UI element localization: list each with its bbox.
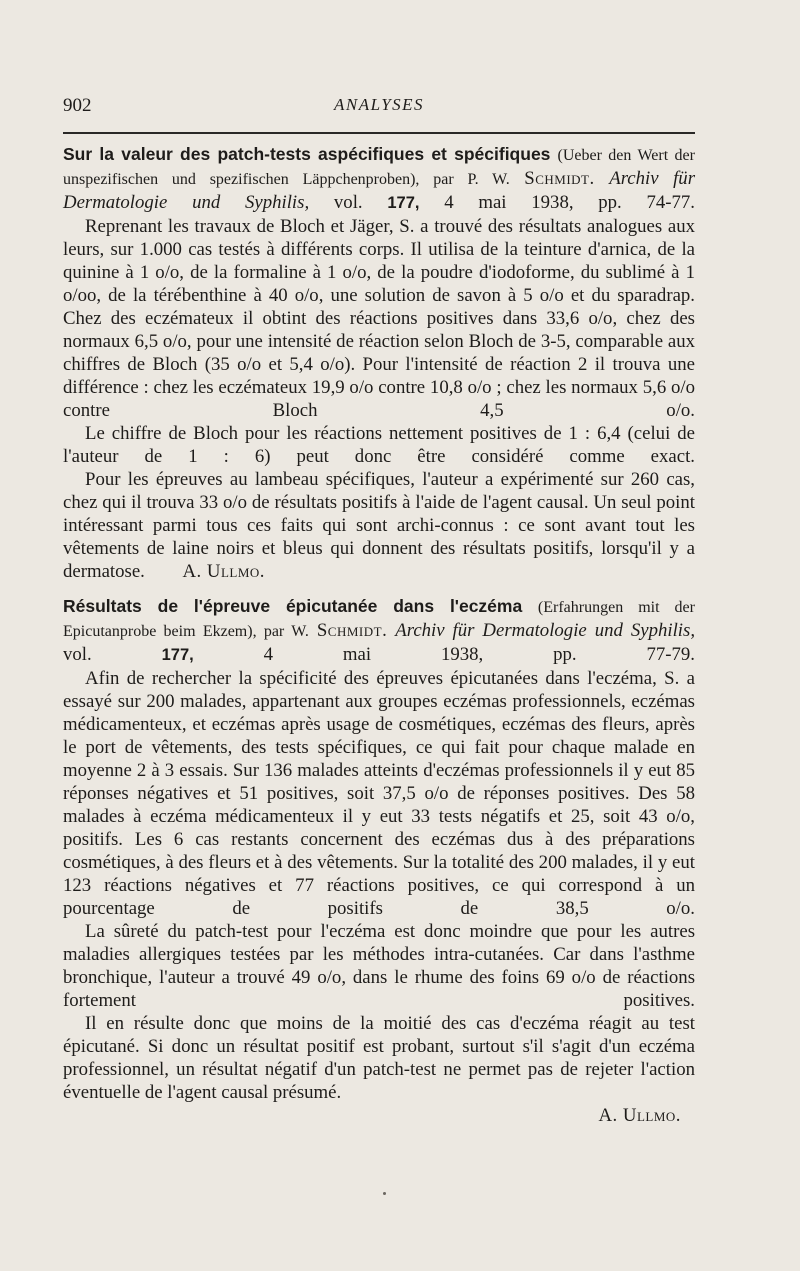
- running-title: ANALYSES: [333, 95, 425, 114]
- article-2-journal: Archiv für Dermatologie und Syphilis,: [395, 620, 696, 641]
- article-2-paragraph-3: Il en résulte donc que moins de la moitié des cas d'eczéma réagit au test épicutané. Si donc un résultat positif est probant, surtout s'il s'agit d'un eczéma professionnel, un résultat négatif d'un patch-test ne permet pas de rejeter l'action éventuelle de l'agent causal présumé.: [63, 1013, 695, 1103]
- article-2-date-pages: 4 mai 1938, pp. 77-79.: [263, 644, 695, 665]
- page-content: [63, 143, 695, 1127]
- article-1-author: Schmidt.: [524, 168, 595, 189]
- article-2-title: Résultats de l'épreuve épicutanée dans l'eczéma: [63, 596, 523, 616]
- article-2-signature: A. Ullmo.: [598, 1105, 681, 1126]
- article-1-paragraph-1: Reprenant les travaux de Bloch et Jäger, S. a trouvé des résultats analogues aux leurs, sur 1.000 cas testés à différents corps. Il utilisa de la teinture d'arnica, de la quinine à 1 o/o, de la formaline à 1 o/o, de la poudre d'iodoforme, du sublimé à 1 o/oo, de la térébenthine à 40 o/o, une solution de savon à 5 o/o et du sparadrap. Chez des eczémateux il obtint des réactions positives dans 33,6 o/o, chez des normaux 6,5 o/o, pour une intensité de réaction selon Bloch de 3-5, comparable aux chiffres de Bloch (35 o/o et 5,4 o/o). Pour l'intensité de réaction 2 il trouva une différence : chez les eczémateux 19,9 o/o contre 10,8 o/o ; chez les normaux 5,6 o/o contre Bloch 4,5 o/o.: [63, 216, 695, 421]
- article-1-date-pages: 4 mai 1938, pp. 74-77.: [444, 192, 695, 213]
- article-2-vol-prefix: vol.: [63, 644, 92, 665]
- article-1-paragraph-3: [63, 468, 695, 583]
- article-2-author: Schmidt.: [316, 620, 388, 641]
- page-number: 902: [63, 95, 92, 116]
- article-2: [63, 595, 695, 1127]
- article-1-signature: A. Ullmo.: [182, 561, 265, 582]
- article-2-german-title: (Erfahrungen mit der Epicutanprobe beim Ekzem), par W.: [63, 599, 695, 640]
- article-1-heading: [63, 143, 695, 215]
- article-1-paragraph-2: Le chiffre de Bloch pour les réactions nettement positives de 1 : 6,4 (celui de l'auteur de 1 : 6) peut donc être considéré comme exact.: [63, 423, 695, 467]
- article-1-german-title: (Ueber den Wert der unspezifischen und spezifischen Läppchenproben), par P. W.: [63, 147, 695, 188]
- page-header: [63, 95, 695, 125]
- article-spacer: [63, 583, 695, 595]
- article-2-paragraph-2: La sûreté du patch-test pour l'eczéma est donc moindre que pour les autres maladies allergiques testées par les méthodes intra-cutanées. Car dans l'asthme bronchique, l'auteur a trouvé 49 o/o, dans le rhume des foins 69 o/o de réactions fortement positives.: [63, 921, 695, 1011]
- article-1: [63, 143, 695, 583]
- article-2-heading: [63, 595, 695, 667]
- article-1-title: Sur la valeur des patch-tests aspécifiques et spécifiques: [63, 144, 551, 164]
- article-1-vol-prefix: vol.: [333, 192, 363, 213]
- page-speck: [383, 1192, 386, 1195]
- article-1-journal: Archiv für Dermatologie und Syphilis,: [63, 168, 696, 213]
- article-2-paragraph-1: Afin de rechercher la spécificité des épreuves épicutanées dans l'eczéma, S. a essayé sur 200 malades, appartenant aux groupes eczémas professionnels, eczémas médicamenteux, et eczémas après usage de cosmétiques, eczémas des fleurs, après le port de vêtements, des tests spécifiques, ce qui fait pour chaque malade en moyenne 2 à 3 essais. Sur 136 malades atteints d'eczémas professionnels il y eut 85 réponses négatives et 51 positives, soit 37,5 o/o de réponses positives. Des 58 malades à eczéma médicamenteux il y eut 33 tests négatifs et 25, soit 43 o/o, positifs. Les 6 cas restants concernent des eczémas dus à des préparations cosmétiques, à des fleurs et à des vêtements. Sur la totalité des 200 malades, il y eut 123 réactions négatives et 77 réactions positives, ce qui correspond à un pourcentage de positifs de 38,5 o/o.: [63, 668, 695, 919]
- article-1-vol-number: 177,: [387, 194, 420, 212]
- article-2-vol-number: 177,: [161, 646, 194, 664]
- header-rule: [63, 132, 695, 134]
- article-1-paragraph-3-text: Pour les épreuves au lambeau spécifiques, l'auteur a expérimenté sur 260 cas, chez qui il trouva 33 o/o de résultats positifs à l'aide de l'agent causal. Un seul point intéressant parmi tous ces faits qui sont archi-connus : ce sont avant tout les vêtements de laine noirs et bleus qui donnent des résultats positifs, lorsqu'il y a dermatose.: [63, 469, 695, 582]
